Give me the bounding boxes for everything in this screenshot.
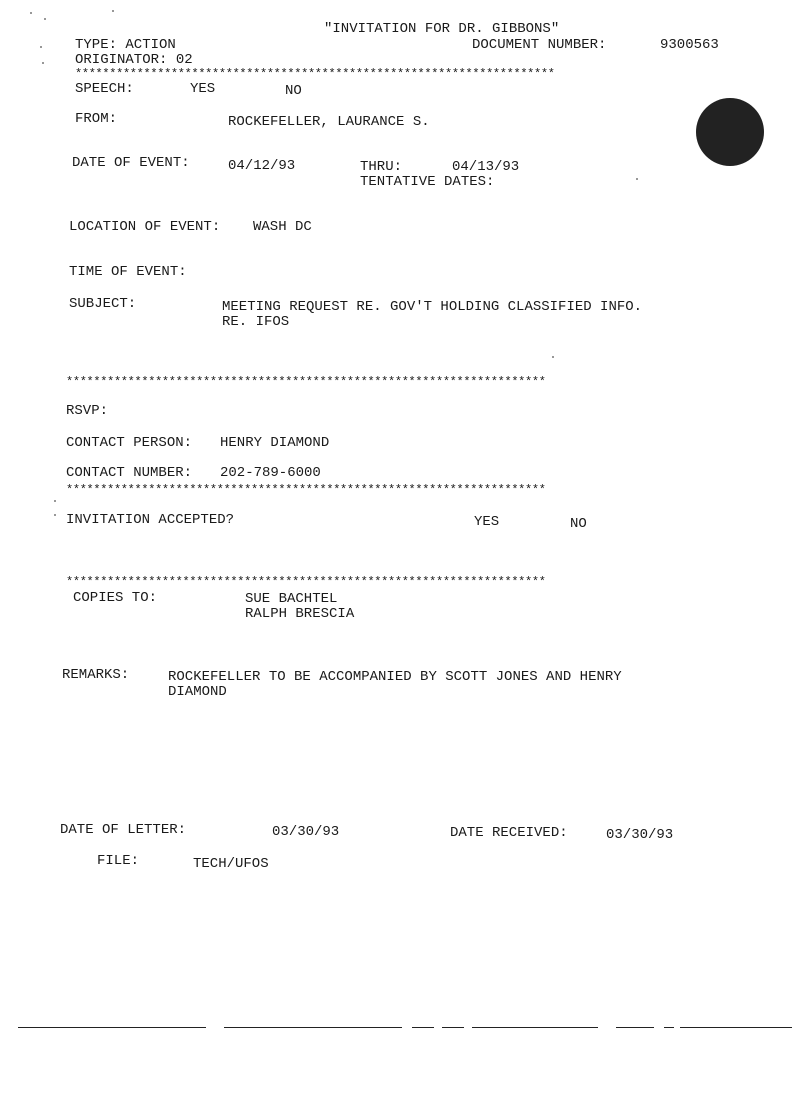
date-received-value: 03/30/93: [606, 827, 674, 843]
footer-rule-segment: [616, 1027, 654, 1028]
scan-speck: [44, 18, 46, 20]
contact-number-label: CONTACT NUMBER:: [66, 465, 193, 481]
footer-rule-segment: [664, 1027, 674, 1028]
footer-rule-segment: [442, 1027, 464, 1028]
footer-rule-segment: [680, 1027, 792, 1028]
footer-rule-segment: [472, 1027, 598, 1028]
tentative-dates-label: TENTATIVE DATES:: [360, 174, 495, 190]
contact-person-label: CONTACT PERSON:: [66, 435, 193, 451]
separator-line: **********************************************************************: [66, 483, 546, 497]
document-number-label: DOCUMENT NUMBER:: [472, 37, 607, 53]
remarks-line-1: ROCKEFELLER TO BE ACCOMPANIED BY SCOTT JONES AND HENRY: [168, 669, 622, 685]
footer-rule-segment: [412, 1027, 434, 1028]
subject-line-1: MEETING REQUEST RE. GOV'T HOLDING CLASSIFIED INFO.: [222, 299, 643, 315]
scan-speck: [112, 10, 114, 12]
thru-label: THRU:: [360, 159, 403, 175]
location-label: LOCATION OF EVENT:: [69, 219, 221, 235]
document-title: "INVITATION FOR DR. GIBBONS": [324, 21, 560, 37]
copies-to-name-2: RALPH BRESCIA: [245, 606, 355, 622]
invitation-no-option: NO: [570, 516, 587, 532]
rsvp-label: RSVP:: [66, 403, 109, 419]
speech-label: SPEECH:: [75, 81, 134, 97]
scan-speck: [552, 356, 554, 358]
from-value: ROCKEFELLER, LAURANCE S.: [228, 114, 430, 130]
scan-speck: [40, 46, 42, 48]
location-value: WASH DC: [253, 219, 312, 235]
type-field: TYPE: ACTION: [75, 37, 176, 53]
scan-speck: [54, 500, 56, 502]
contact-number-value: 202-789-6000: [220, 465, 321, 481]
scan-speck: [636, 178, 638, 180]
contact-person-value: HENRY DIAMOND: [220, 435, 330, 451]
scan-speck: [42, 62, 44, 64]
scan-speck: [30, 12, 32, 14]
file-label: FILE:: [97, 853, 140, 869]
date-of-letter-label: DATE OF LETTER:: [60, 822, 187, 838]
scan-speck: [54, 514, 56, 516]
originator-field: ORIGINATOR: 02: [75, 52, 193, 68]
copies-to-name-1: SUE BACHTEL: [245, 591, 338, 607]
speech-yes-option: YES: [190, 81, 216, 97]
speech-no-option: NO: [285, 83, 302, 99]
separator-line: **********************************************************************: [66, 375, 546, 389]
invitation-yes-option: YES: [474, 514, 500, 530]
separator-line: **********************************************************************: [75, 67, 555, 81]
document-number-value: 9300563: [660, 37, 719, 53]
copies-to-label: COPIES TO:: [73, 590, 158, 606]
date-of-letter-value: 03/30/93: [272, 824, 340, 840]
from-label: FROM:: [75, 111, 118, 127]
ink-blot-mark: [696, 98, 764, 166]
time-of-event-label: TIME OF EVENT:: [69, 264, 187, 280]
date-of-event-label: DATE OF EVENT:: [72, 155, 190, 171]
footer-rule-segment: [18, 1027, 206, 1028]
file-value: TECH/UFOS: [193, 856, 269, 872]
invitation-accepted-label: INVITATION ACCEPTED?: [66, 512, 235, 528]
remarks-label: REMARKS:: [62, 667, 130, 683]
subject-line-2: RE. IFOS: [222, 314, 290, 330]
date-received-label: DATE RECEIVED:: [450, 825, 568, 841]
thru-value: 04/13/93: [452, 159, 520, 175]
subject-label: SUBJECT:: [69, 296, 137, 312]
separator-line: **********************************************************************: [66, 575, 546, 589]
footer-rule-segment: [224, 1027, 402, 1028]
remarks-line-2: DIAMOND: [168, 684, 227, 700]
date-of-event-value: 04/12/93: [228, 158, 296, 174]
